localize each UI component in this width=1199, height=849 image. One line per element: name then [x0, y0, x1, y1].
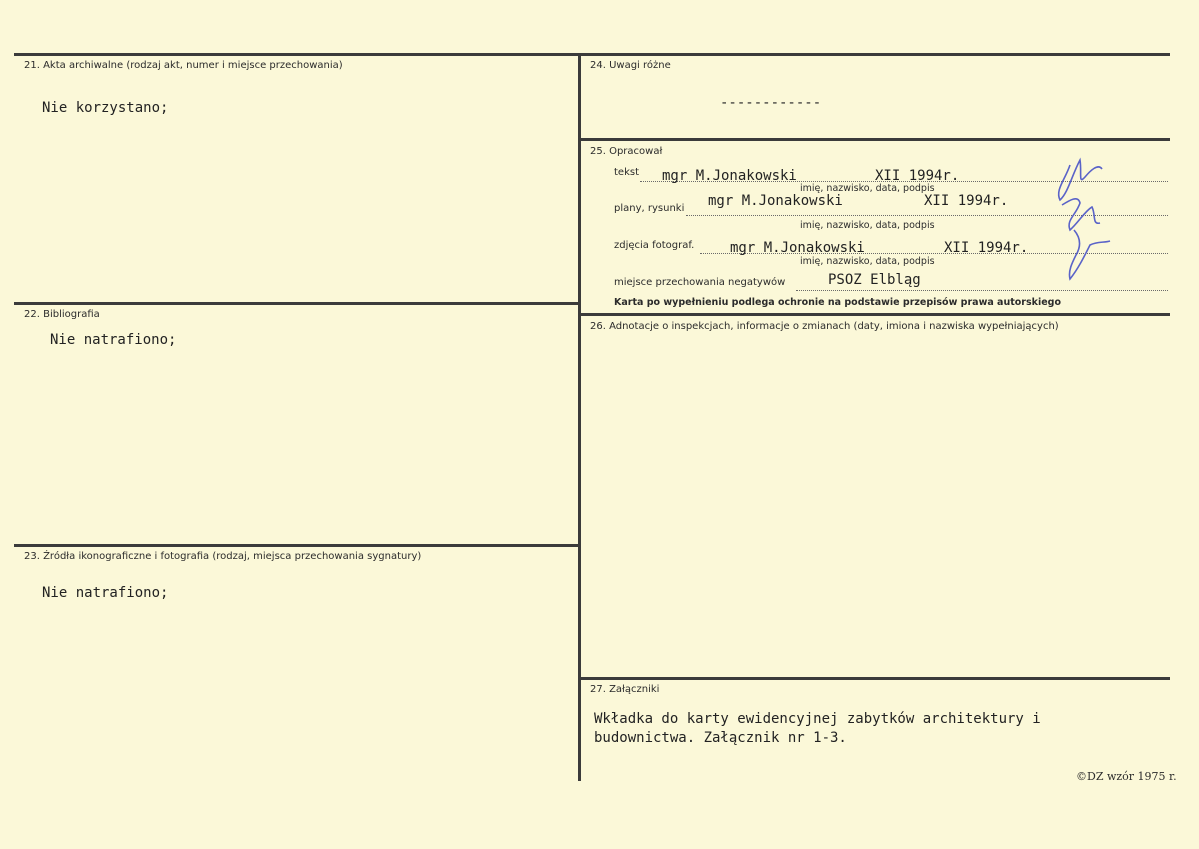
handwritten-signature — [1040, 145, 1120, 285]
section-27-line2: budownictwa. Załącznik nr 1-3. — [594, 730, 847, 746]
zdjecia-label: zdjęcia fotograf. — [614, 240, 695, 251]
zdjecia-date: XII 1994r. — [944, 240, 1029, 256]
section-26-label: 26. Adnotacje o inspekcjach, informacje o zmianach (daty, imiona i nazwiska wypełniających) — [590, 321, 1059, 332]
rule-21-22 — [14, 302, 578, 305]
center-divider — [578, 53, 581, 781]
copyright-notice: Karta po wypełnieniu podlega ochronie na podstawie przepisów prawa autorskiego — [614, 297, 1061, 308]
section-23-value: Nie natrafiono; — [42, 585, 169, 601]
plany-label: plany, rysunki — [614, 203, 685, 214]
top-rule — [14, 53, 1170, 56]
section-23-label: 23. Źródła ikonograficzne i fotografia (rodzaj, miejsca przechowania sygnatury) — [24, 551, 422, 562]
caption-3: imię, nazwisko, data, podpis — [800, 256, 935, 267]
section-24-value: ------------ — [720, 95, 822, 111]
tekst-name: mgr M.Jonakowski — [662, 168, 797, 184]
section-22-label: 22. Bibliografia — [24, 309, 100, 320]
rule-26-27 — [580, 677, 1170, 680]
zdjecia-name: mgr M.Jonakowski — [730, 240, 865, 256]
section-24-label: 24. Uwagi różne — [590, 60, 671, 71]
section-22-value: Nie natrafiono; — [50, 332, 177, 348]
caption-1: imię, nazwisko, data, podpis — [800, 183, 935, 194]
plany-name: mgr M.Jonakowski — [708, 193, 843, 209]
form-mark: ©DZ wzór 1975 r. — [1076, 770, 1177, 783]
plany-date: XII 1994r. — [924, 193, 1009, 209]
tekst-date: XII 1994r. — [875, 168, 960, 184]
section-27-line1: Wkładka do karty ewidencyjnej zabytków architektury i — [594, 711, 1041, 727]
rule-25-26 — [580, 313, 1170, 316]
caption-2: imię, nazwisko, data, podpis — [800, 220, 935, 231]
negatywy-label: miejsce przechowania negatywów — [614, 277, 786, 288]
section-27-label: 27. Załączniki — [590, 684, 660, 695]
negatywy-line — [796, 290, 1168, 291]
rule-24-25 — [580, 138, 1170, 141]
section-21-label: 21. Akta archiwalne (rodzaj akt, numer i miejsce przechowania) — [24, 60, 343, 71]
section-25-label: 25. Opracował — [590, 146, 663, 157]
negatywy-value: PSOZ Elbląg — [828, 272, 921, 288]
tekst-label: tekst — [614, 167, 639, 178]
section-21-value: Nie korzystano; — [42, 100, 169, 116]
rule-22-23 — [14, 544, 578, 547]
